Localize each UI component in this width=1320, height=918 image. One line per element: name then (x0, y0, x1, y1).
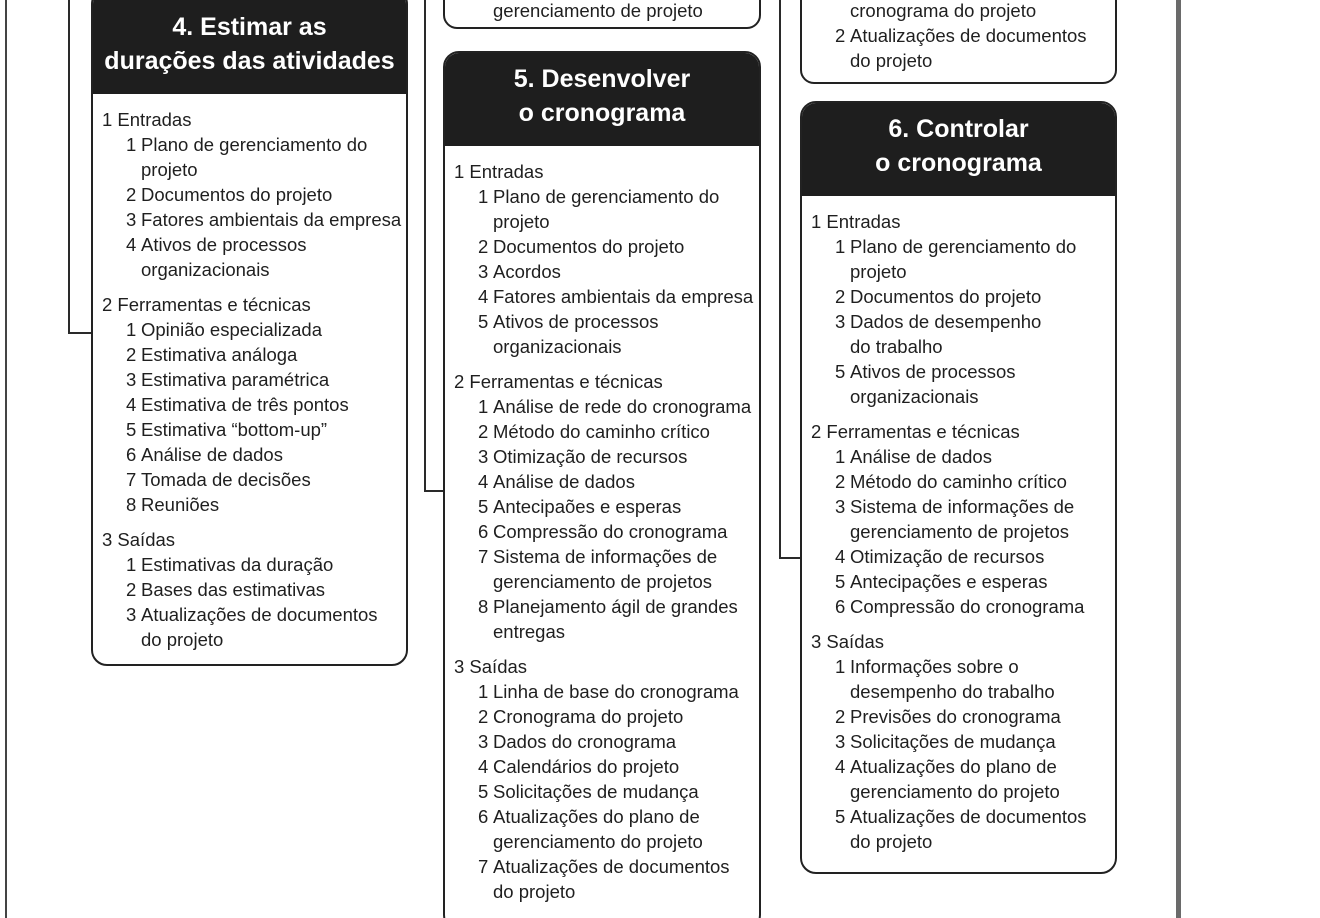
item-number: 7 (478, 856, 489, 877)
item-text: Atualizações do plano de (850, 756, 1057, 777)
item-text: do projeto (493, 881, 576, 902)
section-title: 1 Entradas (811, 211, 901, 232)
item-text: Atualizações de documentos (850, 25, 1087, 46)
item-text: organizacionais (493, 336, 622, 357)
list-item (454, 469, 759, 494)
list-item (102, 417, 406, 442)
list-item (102, 602, 406, 652)
item-text: gerenciamento do projeto (850, 781, 1060, 802)
item-number: 3 (126, 369, 137, 390)
list-item (811, 654, 1115, 704)
item-text: Análise de dados (850, 446, 992, 467)
section-title: 1 Entradas (102, 109, 192, 130)
list-item (454, 494, 759, 519)
item-number: 5 (478, 311, 489, 332)
item-text: Compressão do cronograma (850, 596, 1085, 617)
item-text: organizacionais (850, 386, 979, 407)
list-item (102, 342, 406, 367)
item-text: gerenciamento de projetos (493, 571, 713, 592)
item-text: gerenciamento do projeto (493, 831, 703, 852)
list-item (102, 317, 406, 342)
list-item (454, 519, 759, 544)
list-item (811, 569, 1115, 594)
item-text: Otimização de recursos (850, 546, 1045, 567)
item-text: Compressão do cronograma (493, 521, 728, 542)
item-number: 3 (478, 446, 489, 467)
card-title-line: 6. Controlar (888, 115, 1029, 143)
list-item (454, 594, 759, 644)
item-number: 1 (835, 656, 846, 677)
item-text: Documentos do projeto (493, 236, 685, 257)
item-number: 1 (478, 396, 489, 417)
list-item (102, 132, 406, 182)
item-text: Plano de gerenciamento do (850, 236, 1077, 257)
item-text: Atualizações de documentos (141, 604, 378, 625)
item-text: Estimativa análoga (141, 344, 298, 365)
list-item (454, 184, 759, 234)
item-text: Fatores ambientais da empresa (493, 286, 754, 307)
item-text: Ativos de processos (493, 311, 659, 332)
list-item (811, 309, 1115, 359)
item-number: 2 (835, 25, 846, 46)
item-text: do projeto (850, 831, 933, 852)
card-section (454, 159, 759, 359)
card-body (802, 196, 1115, 854)
item-text: Dados do cronograma (493, 731, 677, 752)
list-item (811, 23, 1087, 73)
list-item (811, 469, 1115, 494)
card-title-line: o cronograma (518, 99, 686, 127)
item-number: 2 (478, 236, 489, 257)
section-title: 2 Ferramentas e técnicas (454, 371, 663, 392)
item-text: Tomada de decisões (141, 469, 311, 490)
item-text: Método do caminho crítico (493, 421, 710, 442)
item-number: 4 (835, 546, 846, 567)
item-text: Previsões do cronograma (850, 706, 1061, 727)
list-item (454, 394, 759, 419)
card-section (454, 654, 759, 904)
item-text: do trabalho (850, 336, 943, 357)
item-number: 1 (835, 236, 846, 257)
item-number: 2 (835, 471, 846, 492)
list-item (102, 442, 406, 467)
item-number: 8 (478, 596, 489, 617)
item-text: Estimativa de três pontos (141, 394, 349, 415)
item-number: 2 (126, 184, 137, 205)
list-item (454, 284, 759, 309)
item-number: 5 (835, 361, 846, 382)
list-item (454, 704, 759, 729)
item-text: cronograma do projeto (850, 0, 1037, 21)
item-number: 4 (478, 286, 489, 307)
item-text: projeto (493, 211, 550, 232)
item-text: Otimização de recursos (493, 446, 688, 467)
item-text: Linha de base do cronograma (493, 681, 739, 702)
card-controlar-cronograma (800, 101, 1117, 874)
card-section (102, 527, 406, 652)
item-text: Plano de gerenciamento do (493, 186, 720, 207)
item-number: 2 (835, 286, 846, 307)
page-border-right (1176, 0, 1181, 918)
fragment-text: gerenciamento de projeto (493, 0, 703, 21)
list-item (454, 679, 759, 704)
item-text: Cronograma do projeto (493, 706, 684, 727)
list-item (102, 367, 406, 392)
card-estimar-duracoes (91, 0, 408, 666)
item-number: 7 (478, 546, 489, 567)
card-section (811, 629, 1115, 854)
list-item (454, 729, 759, 754)
item-text: Planejamento ágil de grandes (493, 596, 738, 617)
item-number: 3 (126, 209, 137, 230)
item-text: Atualizações de documentos (493, 856, 730, 877)
item-number: 4 (835, 756, 846, 777)
card-desenvolver-cronograma (443, 51, 761, 918)
item-text: entregas (493, 621, 565, 642)
list-item (454, 419, 759, 444)
list-item (811, 234, 1115, 284)
item-number: 5 (126, 419, 137, 440)
item-text: do projeto (850, 50, 933, 71)
item-text: Acordos (493, 261, 561, 282)
card-section (811, 209, 1115, 409)
list-item (102, 182, 406, 207)
item-text: Estimativas da duração (141, 554, 334, 575)
item-number: 7 (126, 469, 137, 490)
item-number: 4 (478, 471, 489, 492)
list-item (811, 284, 1115, 309)
item-text: Antecipações e esperas (850, 571, 1048, 592)
list-item (102, 577, 406, 602)
item-text: Método do caminho crítico (850, 471, 1067, 492)
section-title: 2 Ferramentas e técnicas (811, 421, 1020, 442)
item-text: Sistema de informações de (850, 496, 1075, 517)
item-text: Estimativa “bottom-up” (141, 419, 328, 440)
card-title (93, 0, 406, 94)
card-title-line: 4. Estimar as (172, 13, 327, 41)
section-title: 1 Entradas (454, 161, 544, 182)
item-number: 6 (478, 806, 489, 827)
item-number: 2 (126, 344, 137, 365)
item-number: 6 (835, 596, 846, 617)
list-item (811, 359, 1115, 409)
item-number: 6 (478, 521, 489, 542)
item-number: 2 (478, 706, 489, 727)
item-number: 1 (126, 319, 137, 340)
card-section (811, 419, 1115, 619)
item-number: 1 (126, 554, 137, 575)
item-text: projeto (850, 261, 907, 282)
item-number: 5 (835, 806, 846, 827)
item-text: Bases das estimativas (141, 579, 326, 600)
card-title-line: 5. Desenvolver (513, 65, 691, 93)
list-item (102, 492, 406, 517)
list-item (454, 309, 759, 359)
card-body (445, 146, 759, 904)
card-body (93, 94, 406, 652)
section-title: 3 Saídas (454, 656, 528, 677)
item-text: Solicitações de mudança (850, 731, 1056, 752)
item-text: Fatores ambientais da empresa (141, 209, 402, 230)
list-item (454, 854, 759, 904)
item-text: Plano de gerenciamento do (141, 134, 368, 155)
item-text: Documentos do projeto (141, 184, 333, 205)
list-item (102, 232, 406, 282)
item-text: Documentos do projeto (850, 286, 1042, 307)
list-item (454, 444, 759, 469)
list-item (454, 804, 759, 854)
item-text: Calendários do projeto (493, 756, 680, 777)
item-text: Informações sobre o (850, 656, 1019, 677)
item-text: Análise de dados (141, 444, 283, 465)
item-text: projeto (141, 159, 198, 180)
list-item (454, 544, 759, 594)
list-item (811, 594, 1115, 619)
card-section (454, 369, 759, 644)
item-number: 3 (126, 604, 137, 625)
list-item (811, 0, 1087, 23)
item-number: 5 (835, 571, 846, 592)
list-item (454, 234, 759, 259)
list-item (811, 494, 1115, 544)
list-item (811, 754, 1115, 804)
item-text: desempenho do trabalho (850, 681, 1055, 702)
item-text: do projeto (141, 629, 224, 650)
card-title-line: o cronograma (875, 149, 1042, 177)
item-number: 4 (126, 394, 137, 415)
section-title: 3 Saídas (811, 631, 885, 652)
card-fragment-top-middle (443, 0, 761, 29)
item-number: 2 (126, 579, 137, 600)
card-section (102, 292, 406, 517)
list-item (811, 444, 1115, 469)
list-item (811, 544, 1115, 569)
item-number: 6 (126, 444, 137, 465)
item-number: 3 (835, 731, 846, 752)
item-text: Reuniões (141, 494, 220, 515)
list-item (811, 729, 1115, 754)
item-text: Análise de rede do cronograma (493, 396, 752, 417)
section-title: 3 Saídas (102, 529, 176, 550)
item-number: 4 (126, 234, 137, 255)
list-item (811, 804, 1115, 854)
section-title: 2 Ferramentas e técnicas (102, 294, 311, 315)
item-text: Estimativa paramétrica (141, 369, 330, 390)
item-number: 1 (835, 446, 846, 467)
item-text: Opinião especializada (141, 319, 323, 340)
page-border-left (5, 0, 7, 918)
list-item (102, 207, 406, 232)
item-number: 5 (478, 781, 489, 802)
list-item (102, 467, 406, 492)
item-text: Antecipaões e esperas (493, 496, 682, 517)
item-text: gerenciamento de projetos (850, 521, 1070, 542)
list-item (811, 704, 1115, 729)
item-number: 4 (478, 756, 489, 777)
item-number: 1 (126, 134, 137, 155)
item-number: 2 (835, 706, 846, 727)
card-fragment-top-right (800, 0, 1117, 84)
item-number: 3 (835, 496, 846, 517)
item-text: Dados de desempenho (850, 311, 1042, 332)
card-title (445, 53, 759, 146)
item-text: Sistema de informações de (493, 546, 718, 567)
item-number: 5 (478, 496, 489, 517)
list-item (454, 779, 759, 804)
item-text: Análise de dados (493, 471, 635, 492)
item-text: organizacionais (141, 259, 270, 280)
item-number: 3 (478, 261, 489, 282)
item-number: 1 (478, 681, 489, 702)
card-title (802, 103, 1115, 196)
item-number: 1 (478, 186, 489, 207)
item-number: 2 (478, 421, 489, 442)
item-number: 3 (478, 731, 489, 752)
item-text: Ativos de processos (141, 234, 307, 255)
card-section (102, 107, 406, 282)
card-title-line: durações das atividades (104, 47, 395, 75)
item-number: 8 (126, 494, 137, 515)
item-text: Ativos de processos (850, 361, 1016, 382)
list-item (102, 392, 406, 417)
item-text: Atualizações do plano de (493, 806, 700, 827)
item-text: Solicitações de mudança (493, 781, 699, 802)
list-item (102, 552, 406, 577)
list-item (454, 754, 759, 779)
item-number: 3 (835, 311, 846, 332)
item-text: Atualizações de documentos (850, 806, 1087, 827)
list-item (454, 259, 759, 284)
